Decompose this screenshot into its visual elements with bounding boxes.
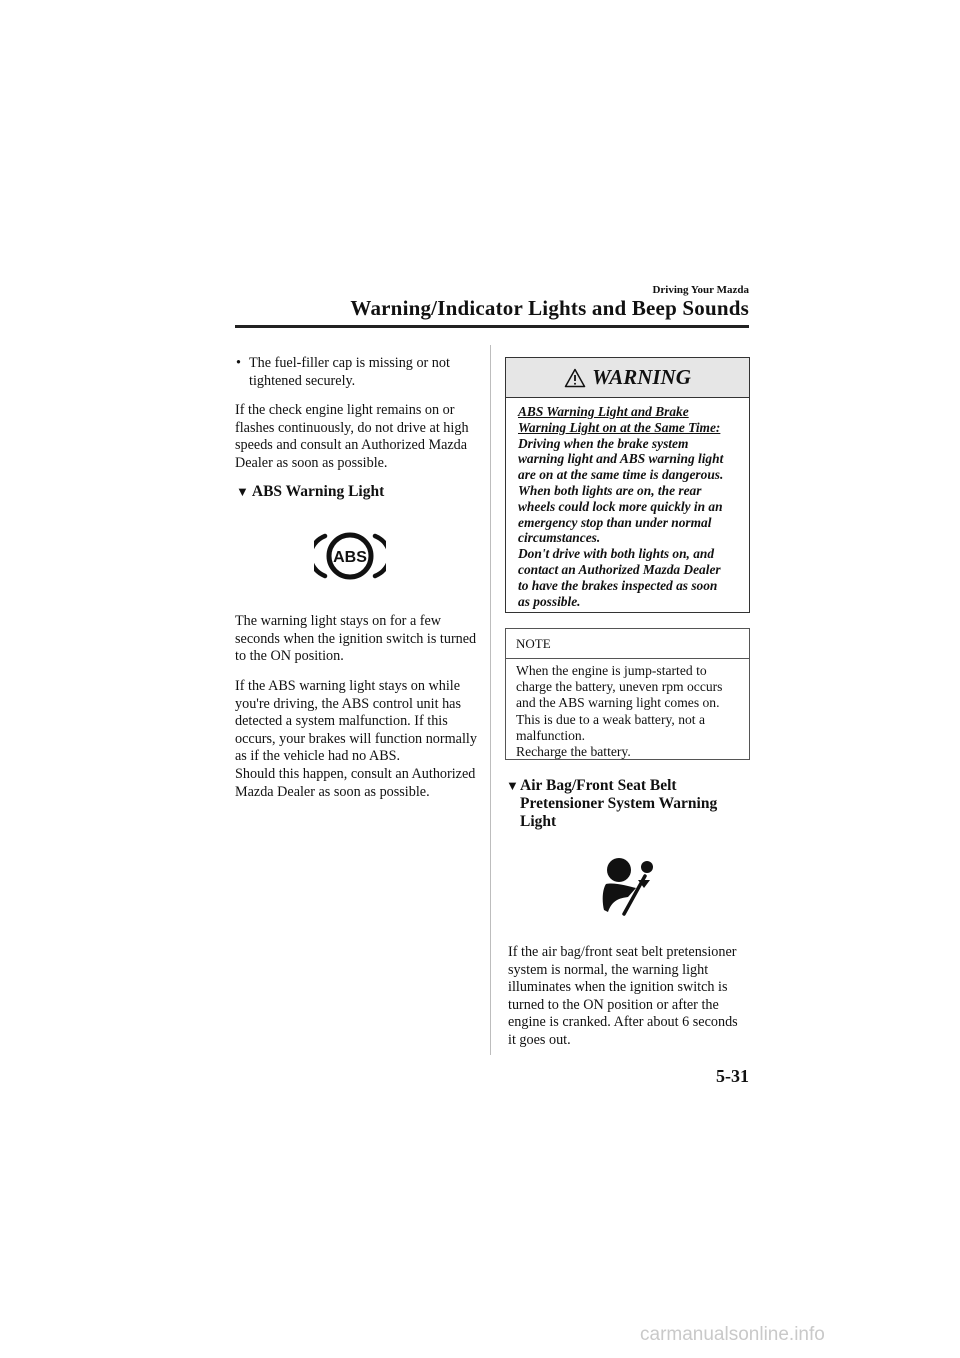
paragraph-abs-malfunction bbox=[235, 678, 485, 801]
warning-title-line: ABS Warning Light and Brake bbox=[518, 404, 689, 419]
warning-line: When both lights are on, the rear bbox=[518, 482, 702, 498]
warning-box bbox=[505, 357, 750, 613]
heading-marker: ▼ bbox=[236, 484, 249, 499]
warning-label: WARNING bbox=[592, 365, 691, 389]
warning-line: circumstances. bbox=[518, 530, 601, 546]
text-line: seconds when the ignition switch is turned bbox=[235, 630, 477, 647]
warning-line: emergency stop than under normal bbox=[518, 514, 712, 530]
note-line: and the ABS warning light comes on. bbox=[516, 695, 720, 711]
text-line: Mazda Dealer as soon as possible. bbox=[235, 783, 430, 800]
text-line: system is normal, the warning light bbox=[508, 961, 709, 978]
paragraph-airbag bbox=[508, 944, 748, 1050]
text-line: detected a system malfunction. If this bbox=[235, 713, 448, 730]
text-line: you're driving, the ABS control unit has bbox=[235, 695, 461, 712]
note-line: When the engine is jump-started to bbox=[516, 663, 707, 678]
airbag-warning-icon bbox=[598, 856, 658, 918]
note-line: malfunction. bbox=[516, 727, 586, 743]
warning-line: to have the brakes inspected as soon bbox=[518, 577, 718, 593]
text-line: If the ABS warning light stays on while bbox=[235, 678, 461, 694]
header-rule bbox=[235, 325, 749, 328]
section-label: Driving Your Mazda bbox=[652, 284, 749, 296]
warning-line: as possible. bbox=[518, 593, 581, 609]
text-line: If the air bag/front seat belt pretensioner bbox=[508, 944, 737, 960]
text-line: engine is cranked. After about 6 seconds bbox=[508, 1014, 738, 1031]
warning-triangle-icon bbox=[564, 368, 586, 388]
airbag-icon-head bbox=[607, 858, 631, 882]
warning-line: warning light and ABS warning light bbox=[518, 451, 724, 467]
abs-icon-left-arc bbox=[314, 536, 325, 576]
warning-title-line: Warning Light on at the Same Time: bbox=[518, 419, 721, 435]
page-title: Warning/Indicator Lights and Beep Sounds bbox=[350, 296, 749, 320]
text-line: The warning light stays on for a few bbox=[235, 613, 442, 629]
text-line: illuminates when the ignition switch is bbox=[508, 979, 728, 996]
abs-icon-right-arc bbox=[375, 536, 386, 576]
airbag-icon-bag bbox=[641, 861, 653, 873]
warning-line: contact an Authorized Mazda Dealer bbox=[518, 561, 721, 577]
text-line: to the ON position. bbox=[235, 648, 344, 665]
heading-line: Light bbox=[520, 813, 557, 830]
column-divider bbox=[490, 345, 491, 1055]
heading-line: Air Bag/Front Seat Belt bbox=[520, 777, 677, 794]
note-body bbox=[506, 659, 749, 760]
text-line: Dealer as soon as possible. bbox=[235, 454, 388, 471]
text-line: speeds and consult an Authorized Mazda bbox=[235, 437, 468, 454]
page-number: 5-31 bbox=[716, 1066, 749, 1086]
abs-icon-text: ABS bbox=[333, 549, 367, 566]
warning-body bbox=[506, 398, 749, 609]
text-line: Should this happen, consult an Authorized bbox=[235, 765, 476, 782]
heading-marker: ▼ bbox=[506, 778, 519, 793]
text-line: it goes out. bbox=[508, 1031, 571, 1048]
note-line: Recharge the battery. bbox=[516, 744, 631, 760]
note-line: charge the battery, uneven rpm occurs bbox=[516, 679, 723, 695]
note-label: NOTE bbox=[506, 629, 749, 659]
heading-abs-warning-light bbox=[236, 483, 384, 501]
note-box bbox=[505, 628, 750, 760]
warning-line: Driving when the brake system bbox=[518, 435, 689, 451]
bullet-item bbox=[236, 355, 481, 390]
warning-line: wheels could lock more quickly in an bbox=[518, 498, 723, 514]
warning-line: Don't drive with both lights on, and bbox=[518, 546, 715, 562]
warning-line: are on at the same time is dangerous. bbox=[518, 467, 724, 483]
watermark: carmanualsonline.info bbox=[640, 1324, 825, 1345]
text-line: occurs, your brakes will function normally bbox=[235, 730, 477, 747]
text-line: flashes continuously, do not drive at high bbox=[235, 419, 469, 436]
paragraph-check-engine bbox=[235, 402, 485, 472]
text-line: as if the vehicle had no ABS. bbox=[235, 748, 401, 765]
paragraph-abs-on bbox=[235, 613, 485, 666]
heading-text: ABS Warning Light bbox=[251, 483, 385, 500]
abs-warning-icon bbox=[314, 530, 386, 582]
bullet-line: tightened securely. bbox=[249, 372, 356, 389]
heading-airbag-warning-light bbox=[506, 777, 746, 831]
warning-header bbox=[506, 358, 749, 398]
text-line: turned to the ON position or after the bbox=[508, 996, 719, 1013]
heading-line: Pretensioner System Warning bbox=[520, 795, 718, 812]
bullet-dot: • bbox=[236, 355, 241, 371]
heading-text bbox=[520, 777, 746, 831]
bullet-line: The fuel-filler cap is missing or not bbox=[249, 355, 450, 371]
note-line: This is due to a weak battery, not a bbox=[516, 711, 705, 727]
text-line: If the check engine light remains on or bbox=[235, 402, 455, 418]
